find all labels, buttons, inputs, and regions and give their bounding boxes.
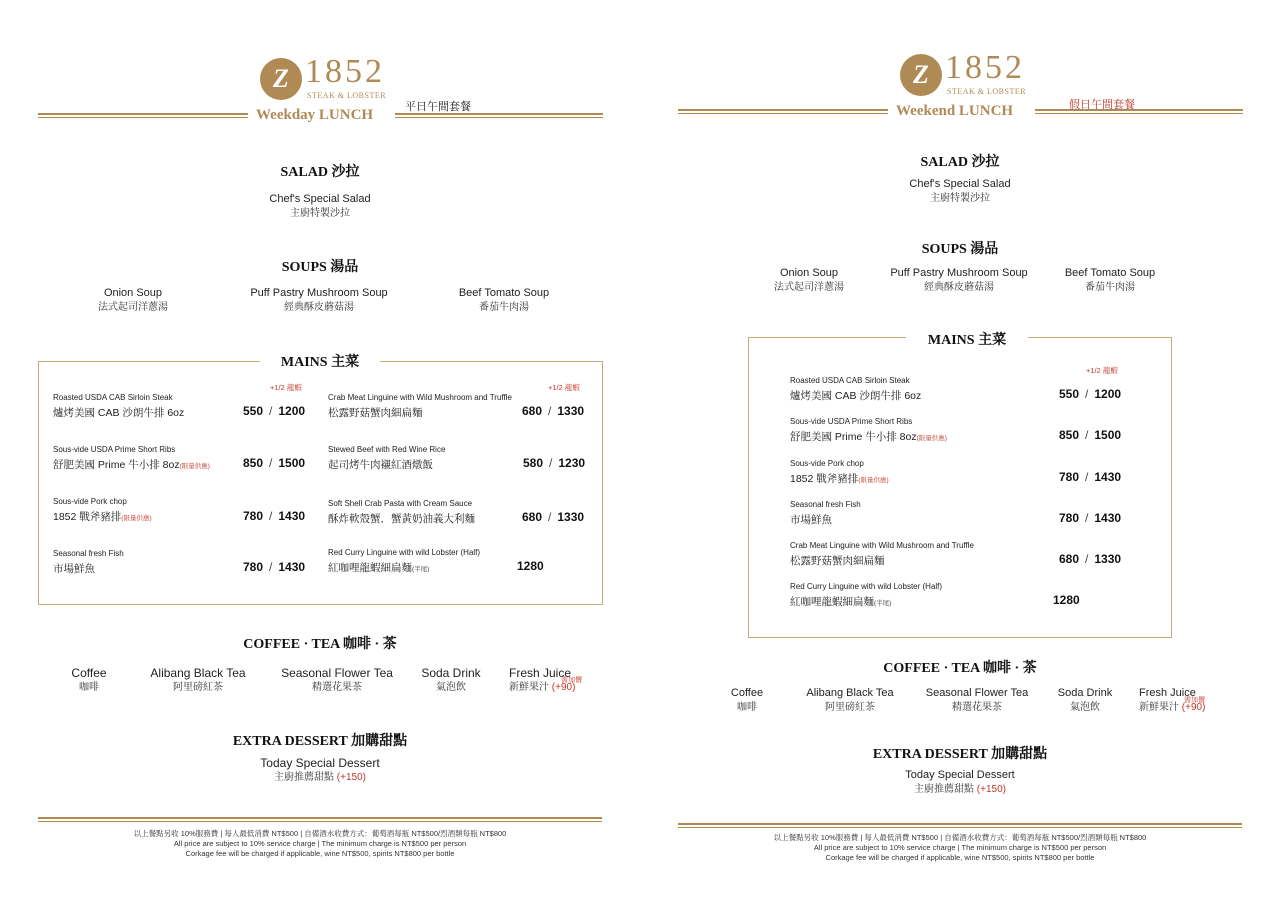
salad-title: SALAD 沙拉	[280, 165, 360, 180]
drink-zh: 阿里磅紅茶	[825, 702, 875, 713]
soup-en: Beef Tomato Soup	[458, 287, 550, 299]
drink-item	[1050, 686, 1120, 715]
main-price: 780 / 1430	[1059, 470, 1122, 484]
soup-en: Puff Pastry Mushroom Soup	[890, 267, 1028, 279]
drink-en: Seasonal Flower Tea	[925, 687, 1029, 699]
brand-logo-icon: Z	[260, 58, 302, 100]
header-rule-right	[1035, 109, 1243, 114]
drink-zh: 新鮮果汁 (+90)	[1139, 702, 1206, 713]
salad-zh: 主廚特製沙拉	[930, 193, 990, 204]
drink-en: Seasonal Flower Tea	[281, 666, 393, 680]
drink-zh: 精選花果茶	[312, 682, 362, 693]
main-zh: 紅咖哩龍蝦細扁麵(半尾)	[328, 562, 430, 574]
brand-logo-subtitle: STEAK & LOBSTER	[307, 91, 387, 100]
main-en: Roasted USDA CAB Sirloin Steak	[53, 393, 173, 402]
soup-item	[230, 286, 408, 315]
main-price: 1280	[1053, 593, 1080, 607]
soup-zh: 法式起司洋蔥湯	[774, 282, 844, 293]
drink-zh: 咖啡	[737, 702, 757, 713]
main-zh: 酥炸軟殼蟹．蟹黃奶油義大利麵	[328, 513, 475, 525]
footer-rule	[678, 823, 1242, 828]
main-zh: 起司烤牛肉襯紅酒燉飯	[328, 459, 433, 471]
extra-charge-note: 需加價	[561, 677, 582, 684]
main-price: 780 / 1430	[243, 509, 306, 523]
main-zh: 松露野菇蟹肉細扁麵	[790, 555, 885, 567]
soup-en: Onion Soup	[103, 287, 163, 299]
drink-en: Coffee	[730, 687, 764, 699]
main-price: 850 / 1500	[243, 456, 306, 470]
header-rule-left	[678, 109, 888, 114]
main-en: Sous-vide Pork chop	[53, 497, 127, 506]
drink-en: Alibang Black Tea	[806, 687, 894, 699]
main-en: Seasonal fresh Fish	[790, 500, 861, 509]
drink-en: Alibang Black Tea	[150, 666, 246, 680]
main-zh: 舒肥美國 Prime 牛小排 8oz(限量供應)	[790, 431, 947, 443]
drink-zh: 氣泡飲	[436, 682, 466, 693]
salad-en: Chef's Special Salad	[269, 193, 371, 205]
drink-zh: 阿里磅紅茶	[173, 682, 223, 693]
footer-line: 以上餐點另收 10%服務費 | 每人最低消費 NT$500 | 自備酒水收費方式：葡萄酒每瓶 NT$500/烈酒類每瓶 NT$800	[773, 833, 1147, 842]
main-price: 550 / 1200	[1059, 387, 1122, 401]
soup-item	[880, 266, 1038, 295]
drink-item	[916, 686, 1038, 715]
lunch-title-zh: 假日午間套餐	[1069, 99, 1135, 111]
dessert-item	[0, 756, 640, 785]
main-price: 1280	[517, 559, 544, 573]
main-en: Crab Meat Linguine with Wild Mushroom and Truffle	[790, 541, 974, 550]
half-lobster-label: +1/2 龍蝦	[270, 383, 302, 392]
brand-logo-number: 1852	[305, 53, 385, 90]
soup-item	[60, 286, 206, 315]
drink-en: Soda Drink	[1057, 687, 1113, 699]
footer-line: 以上餐點另收 10%服務費 | 每人最低消費 NT$500 | 自備酒水收費方式：葡萄酒每瓶 NT$500/烈酒類每瓶 NT$800	[133, 829, 507, 838]
footer-notes	[0, 829, 640, 859]
main-zh: 1852 戰斧豬排(限量供應)	[790, 473, 889, 485]
dessert-zh: 主廚推薦甜點 (+150)	[274, 772, 366, 783]
footer-line: Corkage fee will be charged if applicable, wine NT$500, spirits NT$800 per bottle	[185, 849, 455, 858]
salad-item	[0, 192, 640, 221]
main-price: 580 / 1230	[523, 456, 586, 470]
drink-item	[716, 686, 778, 715]
soups-title: SOUPS 湯品	[281, 260, 359, 275]
drink-zh: 新鮮果汁 (+90)	[509, 682, 576, 693]
weekend-menu	[640, 0, 1280, 900]
soup-item	[434, 286, 574, 315]
main-en: Red Curry Linguine with wild Lobster (Half)	[328, 548, 481, 557]
main-zh: 舒肥美國 Prime 牛小排 8oz(限量供應)	[53, 459, 210, 471]
dessert-title: EXTRA DESSERT 加購甜點	[232, 734, 408, 749]
main-price: 680 / 1330	[1059, 552, 1122, 566]
main-zh: 市場鮮魚	[53, 563, 95, 575]
brand-logo-icon: Z	[900, 54, 942, 96]
footer-rule	[38, 817, 602, 822]
drink-item	[792, 686, 908, 715]
main-price: 850 / 1500	[1059, 428, 1122, 442]
footer-notes	[640, 833, 1280, 863]
drink-item	[140, 666, 256, 695]
main-price: 680 / 1330	[522, 510, 585, 524]
coffee-title: COFFEE · TEA 咖啡 · 茶	[883, 661, 1037, 676]
footer-line: Corkage fee will be charged if applicable, wine NT$500, spirits NT$800 per bottle	[825, 853, 1095, 862]
dessert-zh: 主廚推薦甜點 (+150)	[914, 784, 1006, 795]
soup-en: Beef Tomato Soup	[1064, 267, 1156, 279]
coffee-title: COFFEE · TEA 咖啡 · 茶	[243, 637, 397, 652]
main-en: Roasted USDA CAB Sirloin Steak	[790, 376, 910, 385]
header-rule-right	[395, 113, 603, 118]
lunch-title-zh: 平日午間套餐	[405, 101, 471, 113]
drink-item	[48, 666, 130, 695]
dessert-en: Today Special Dessert	[260, 756, 380, 770]
main-en: Red Curry Linguine with wild Lobster (Half)	[790, 582, 943, 591]
main-en: Soft Shell Crab Pasta with Cream Sauce	[328, 499, 473, 508]
brand-logo-number: 1852	[945, 49, 1025, 86]
soup-zh: 經典酥皮蘑菇湯	[284, 302, 354, 313]
drink-en: Coffee	[71, 666, 107, 680]
main-zh: 爐烤美國 CAB 沙朗牛排 6oz	[53, 407, 185, 419]
main-en: Seasonal fresh Fish	[53, 549, 124, 558]
drink-item	[270, 666, 404, 695]
soup-zh: 經典酥皮蘑菇湯	[924, 282, 994, 293]
lunch-title: Weekday LUNCH	[256, 107, 374, 123]
drink-zh: 咖啡	[79, 682, 99, 693]
soup-en: Onion Soup	[779, 267, 839, 279]
extra-charge-note: 需加價	[1184, 697, 1205, 704]
main-en: Stewed Beef with Red Wine Rice	[328, 445, 446, 454]
main-zh: 市場鮮魚	[790, 514, 832, 526]
footer-line: All price are subject to 10% service charge | The minimum charge is NT$500 per person	[813, 843, 1107, 852]
dessert-title: EXTRA DESSERT 加購甜點	[872, 747, 1048, 762]
drink-item	[414, 666, 488, 695]
soups-title: SOUPS 湯品	[921, 242, 999, 257]
soup-zh: 番茄牛肉湯	[1085, 282, 1135, 293]
drink-zh: 精選花果茶	[952, 702, 1002, 713]
main-en: Sous-vide USDA Prime Short Ribs	[53, 445, 176, 454]
main-zh: 松露野菇蟹肉細扁麵	[328, 407, 423, 419]
soup-item	[748, 266, 870, 295]
main-price: 550 / 1200	[243, 404, 306, 418]
main-zh: 爐烤美國 CAB 沙朗牛排 6oz	[790, 390, 922, 402]
dessert-en: Today Special Dessert	[905, 769, 1015, 781]
salad-zh: 主廚特製沙拉	[290, 208, 350, 219]
mains-title: MAINS 主菜	[906, 329, 1028, 349]
soup-zh: 法式起司洋蔥湯	[98, 302, 168, 313]
lunch-title: Weekend LUNCH	[896, 103, 1014, 119]
main-price: 780 / 1430	[243, 560, 306, 574]
salad-item	[640, 177, 1280, 206]
soup-en: Puff Pastry Mushroom Soup	[250, 287, 388, 299]
dessert-item	[640, 768, 1280, 797]
soup-item	[1052, 266, 1168, 295]
main-price: 780 / 1430	[1059, 511, 1122, 525]
drink-en: Fresh Juice	[509, 666, 572, 680]
main-en: Sous-vide USDA Prime Short Ribs	[790, 417, 913, 426]
main-en: Crab Meat Linguine with Wild Mushroom and Truffle	[328, 393, 512, 402]
drink-zh: 氣泡飲	[1070, 702, 1100, 713]
main-zh: 1852 戰斧豬排(限量供應)	[53, 511, 152, 523]
main-price: 680 / 1330	[522, 404, 585, 418]
footer-line: All price are subject to 10% service charge | The minimum charge is NT$500 per person	[173, 839, 467, 848]
drink-en: Soda Drink	[421, 666, 481, 680]
mains-title: MAINS 主菜	[260, 351, 380, 371]
main-en: Sous-vide Pork chop	[790, 459, 864, 468]
header-rule-left	[38, 113, 248, 118]
brand-logo-subtitle: STEAK & LOBSTER	[947, 87, 1027, 96]
soup-zh: 番茄牛肉湯	[479, 302, 529, 313]
drink-en: Fresh Juice	[1139, 687, 1196, 699]
salad-title: SALAD 沙拉	[920, 155, 1000, 170]
salad-en: Chef's Special Salad	[909, 178, 1011, 190]
half-lobster-label: +1/2 龍蝦	[1086, 366, 1118, 375]
main-zh: 紅咖哩龍蝦細扁麵(半尾)	[790, 596, 892, 608]
half-lobster-label: +1/2 龍蝦	[548, 383, 580, 392]
